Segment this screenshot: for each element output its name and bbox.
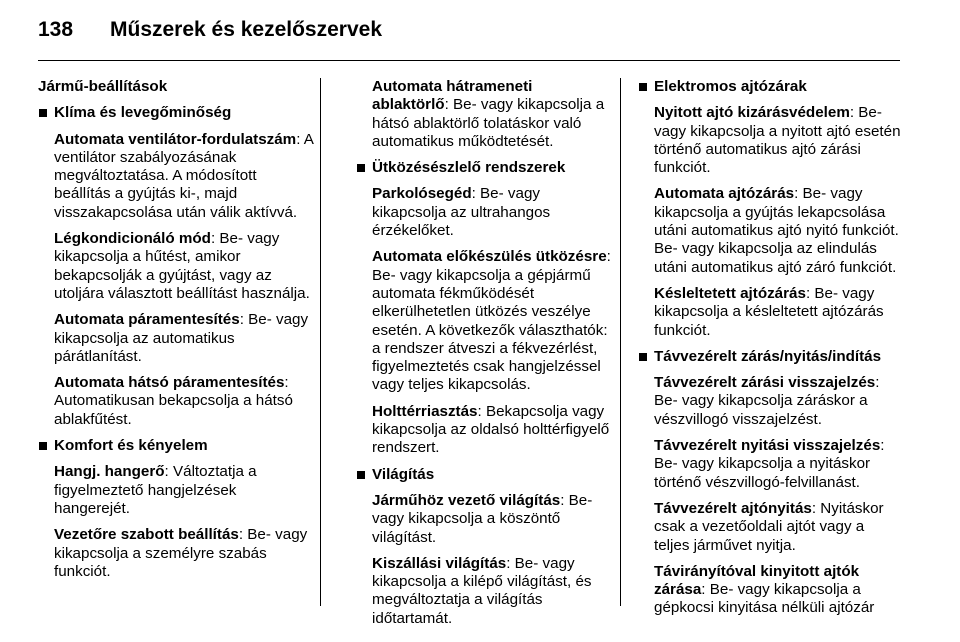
setting-entry bbox=[38, 463, 316, 518]
category-label: Világítás bbox=[372, 465, 435, 483]
setting-description: : Be- vagy kikapcsolja a nyitott ajtó esetén történő automatikus ajtó zárási funkciót. bbox=[654, 104, 901, 177]
setting-term: Holttérriasztás bbox=[372, 402, 478, 420]
setting-term: Járműhöz vezető világítás bbox=[372, 491, 561, 509]
setting-description: : Be- vagy kikapcsolja a köszöntő világítást. bbox=[372, 491, 593, 546]
setting-entry bbox=[638, 285, 903, 340]
setting-description: : Bekapcsolja vagy kikapcsolja az oldalsó holttérfigyelő rendszert. bbox=[372, 402, 610, 457]
setting-term: Távvezérelt ajtónyitás bbox=[654, 499, 812, 517]
category-heading bbox=[38, 104, 316, 122]
setting-entry bbox=[356, 78, 611, 151]
setting-entry bbox=[356, 185, 611, 240]
square-bullet-icon bbox=[639, 83, 647, 91]
setting-entry bbox=[638, 563, 903, 618]
setting-term: Automata páramentesítés bbox=[54, 311, 240, 329]
setting-term: Távvezérelt zárási visszajelzés bbox=[654, 374, 876, 392]
square-bullet-icon bbox=[39, 109, 47, 117]
square-bullet-icon bbox=[357, 471, 365, 479]
setting-entry bbox=[638, 437, 903, 492]
setting-term: Késleltetett ajtózárás bbox=[654, 284, 806, 302]
column-2 bbox=[356, 78, 611, 628]
header-rule bbox=[38, 60, 900, 61]
setting-description: : Be- vagy kikapcsolja a gyújtás lekapcsolása utáni automatikus ajtó nyitó funkciót. Be- vagy kikapcsolja az elindulás utáni automatikus ajtó záró funkciót. bbox=[654, 185, 899, 276]
category-heading bbox=[356, 466, 611, 484]
setting-entry bbox=[638, 500, 903, 555]
setting-description: : Be- vagy kikapcsolja a késleltetett ajtózárás funkciót. bbox=[654, 284, 884, 339]
column-3-content bbox=[638, 78, 903, 618]
setting-entry bbox=[638, 104, 903, 177]
setting-description: : Be- vagy kikapcsolja a személyre szabás funkciót. bbox=[54, 526, 308, 580]
setting-entry bbox=[38, 230, 316, 303]
setting-term: Automata hátrameneti ablaktörlő bbox=[372, 78, 533, 114]
setting-entry bbox=[356, 403, 611, 458]
setting-term: Távvezérelt nyitási visszajelzés bbox=[654, 437, 881, 455]
square-bullet-icon bbox=[39, 442, 47, 450]
column-2-content bbox=[356, 78, 611, 628]
setting-term: Vezetőre szabott beállítás bbox=[54, 526, 239, 544]
setting-description: : Változtatja a figyelmeztető hangjelzések hangerejét. bbox=[54, 463, 257, 517]
page-header bbox=[38, 18, 382, 42]
setting-description: : Be- vagy kikapcsolja az automatikus párátlanítást. bbox=[54, 311, 309, 365]
setting-entry bbox=[356, 492, 611, 547]
setting-description: : Nyitáskor csak a vezetőoldali ajtót vagy a teljes járművet nyitja. bbox=[654, 499, 884, 554]
setting-term: Nyitott ajtó kizárásvédelem bbox=[654, 104, 850, 122]
page-number: 138 bbox=[38, 18, 74, 41]
setting-entry bbox=[38, 131, 316, 222]
setting-entry bbox=[38, 374, 316, 429]
setting-description: : Be- vagy kikapcsolja a hűtést, amikor bekapcsolják a gyújtást, vagy az utoljára választott beállítást használja. bbox=[54, 230, 310, 302]
setting-description: : Be- vagy kikapcsolja a hátsó ablaktörlő tolatáskor való automatikus működtetését. bbox=[372, 96, 605, 150]
setting-entry bbox=[356, 555, 611, 628]
column-1-content bbox=[38, 104, 316, 581]
category-label: Elektromos ajtózárak bbox=[654, 78, 807, 95]
setting-description: : Be- vagy kikapcsolja a gépkocsi kinyitása nélküli ajtózár bbox=[654, 581, 875, 617]
setting-term: Kiszállási világítás bbox=[372, 554, 507, 572]
setting-term: Automata hátsó páramentesítés bbox=[54, 374, 285, 392]
category-heading bbox=[356, 159, 611, 177]
setting-term: Parkolósegéd bbox=[372, 185, 472, 203]
chapter-title: Műszerek és kezelőszervek bbox=[110, 18, 383, 41]
setting-term: Hangj. hangerő bbox=[54, 463, 165, 481]
setting-description: : Be- vagy kikapcsolja a nyitáskor történő vészvillogó-felvillanást. bbox=[654, 437, 885, 491]
column-1 bbox=[38, 78, 316, 581]
setting-term: Automata ventilátor-fordulatszám bbox=[54, 130, 297, 148]
column-3 bbox=[638, 78, 903, 618]
category-label: Klíma és levegőminőség bbox=[54, 104, 232, 122]
square-bullet-icon bbox=[639, 353, 647, 361]
category-label: Komfort és kényelem bbox=[54, 437, 208, 455]
setting-description: : Be- vagy kikapcsolja záráskor a vészvillogó visszajelzést. bbox=[654, 374, 880, 428]
setting-description: : Be- vagy kikapcsolja a kilépő világítást, és megváltoztatja a világítás időtartamát. bbox=[372, 554, 592, 627]
setting-description: : Be- vagy kikapcsolja a gépjármű automata fékműködését elkerülhetetlen ütközés veszélye esetén. A következők választhatók: a rendszer átveszi a fékvezérlést, figyelmeztetés csak hangjelzéssel vagy teljes kikapcsolás. bbox=[372, 248, 611, 394]
category-label: Távvezérelt zárás/nyitás/indítás bbox=[654, 347, 882, 365]
category-label: Ütközésészlelő rendszerek bbox=[372, 159, 566, 177]
setting-term: Távirányítóval kinyitott ajtók zárása bbox=[654, 562, 860, 599]
setting-entry bbox=[38, 311, 316, 366]
section-title: Jármű-beállítások bbox=[38, 78, 168, 95]
category-heading bbox=[638, 78, 903, 96]
column-divider bbox=[620, 78, 621, 606]
setting-entry bbox=[638, 185, 903, 276]
setting-entry bbox=[38, 526, 316, 581]
setting-entry bbox=[638, 374, 903, 429]
setting-entry bbox=[356, 248, 611, 394]
setting-term: Automata ajtózárás bbox=[654, 185, 795, 203]
category-heading bbox=[38, 437, 316, 455]
category-heading bbox=[638, 348, 903, 366]
setting-description: : A ventilátor szabályozásának megváltoztatása. A módosított beállítás a gyújtás ki-, majd visszakapcsolása után válik aktívvá. bbox=[54, 130, 314, 221]
column-divider bbox=[320, 78, 321, 606]
setting-term: Automata előkészülés ütközésre bbox=[372, 248, 607, 266]
setting-description: : Automatikusan bekapcsolja a hátsó ablakfűtést. bbox=[54, 374, 293, 428]
setting-description: : Be- vagy kikapcsolja az ultrahangos érzékelőket. bbox=[372, 185, 551, 240]
square-bullet-icon bbox=[357, 164, 365, 172]
setting-term: Légkondicionáló mód bbox=[54, 230, 211, 248]
